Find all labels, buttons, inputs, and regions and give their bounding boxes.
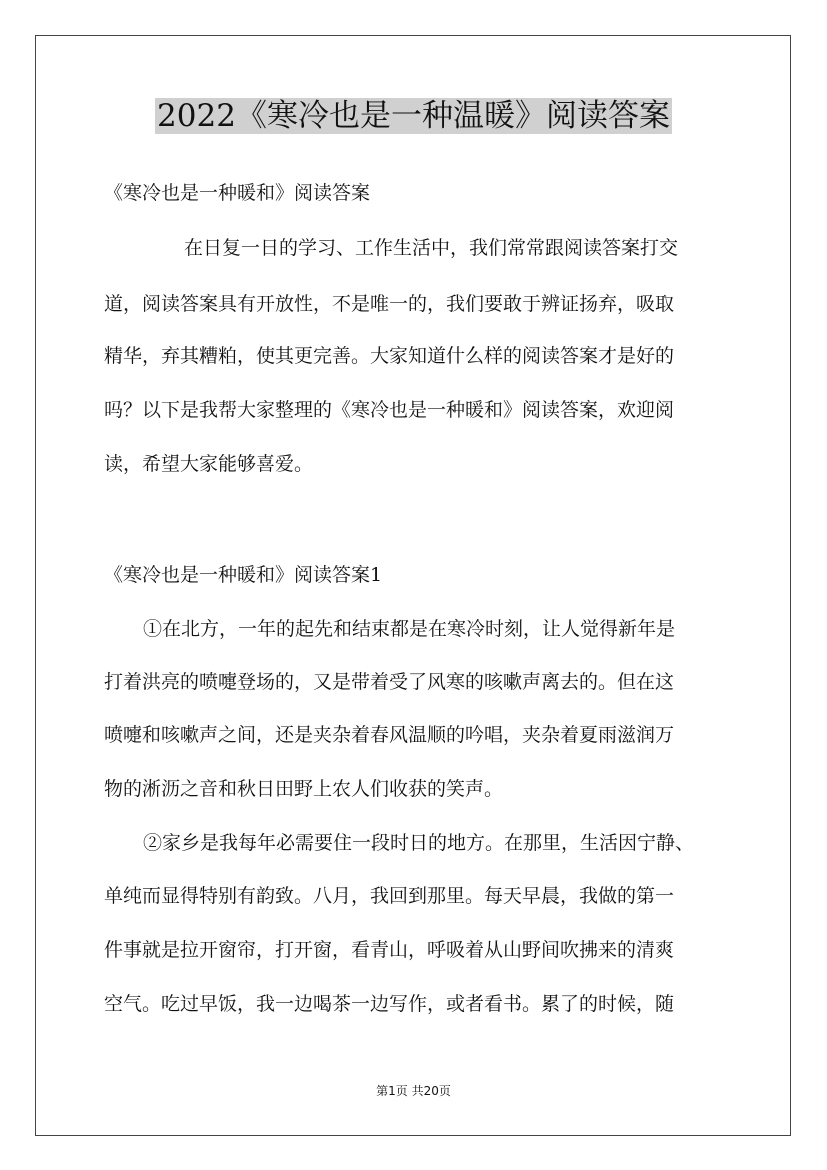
paragraph-line: 打着洪亮的喷嚏登场的，又是带着受了风寒的咳嗽声离去的。但在这 [104, 671, 675, 693]
document-title: 2022《寒冷也是一种温暖》阅读答案 [157, 98, 670, 134]
paragraph-line: 空气。吃过早饭，我一边喝茶一边写作，或者看书。累了的时候，随 [104, 993, 675, 1015]
intro-line: 道，阅读答案具有开放性，不是唯一的，我们要敢于辨证扬弃，吸取 [104, 293, 675, 315]
intro-line: 读，希望大家能够喜爱。 [104, 453, 314, 475]
paragraph-line: 件事就是拉开窗帘，打开窗，看青山，呼吸着从山野间吹拂来的清爽 [104, 939, 675, 961]
paragraph-line: 喷嚏和咳嗽声之间，还是夹杂着春风温顺的吟唱，夹杂着夏雨滋润万 [104, 724, 675, 746]
intro-line: 吗？以下是我帮大家整理的《寒冷也是一种暖和》阅读答案，欢迎阅 [104, 399, 675, 421]
paragraph-line: 单纯而显得特别有韵致。八月，我回到那里。每天早晨，我做的第一 [104, 885, 675, 907]
page-footer: 第1页 共20页 [376, 1084, 451, 1098]
paragraph-line: ①在北方，一年的起先和结束都是在寒冷时刻，让人觉得新年是 [143, 618, 676, 640]
subtitle: 《寒冷也是一种暖和》阅读答案 [104, 182, 371, 204]
paragraph-line: 物的淅沥之音和秋日田野上农人们收获的笑声。 [104, 778, 504, 800]
paragraph-line: ②家乡是我每年必需要住一段时日的地方。在那里，生活因宁静、 [143, 832, 695, 854]
intro-line: 在日复一日的学习、工作生活中，我们常常跟阅读答案打交 [184, 237, 679, 259]
intro-line: 精华，弃其糟粕，使其更完善。大家知道什么样的阅读答案才是好的 [104, 345, 675, 367]
section-heading: 《寒冷也是一种暖和》阅读答案1 [104, 564, 383, 586]
